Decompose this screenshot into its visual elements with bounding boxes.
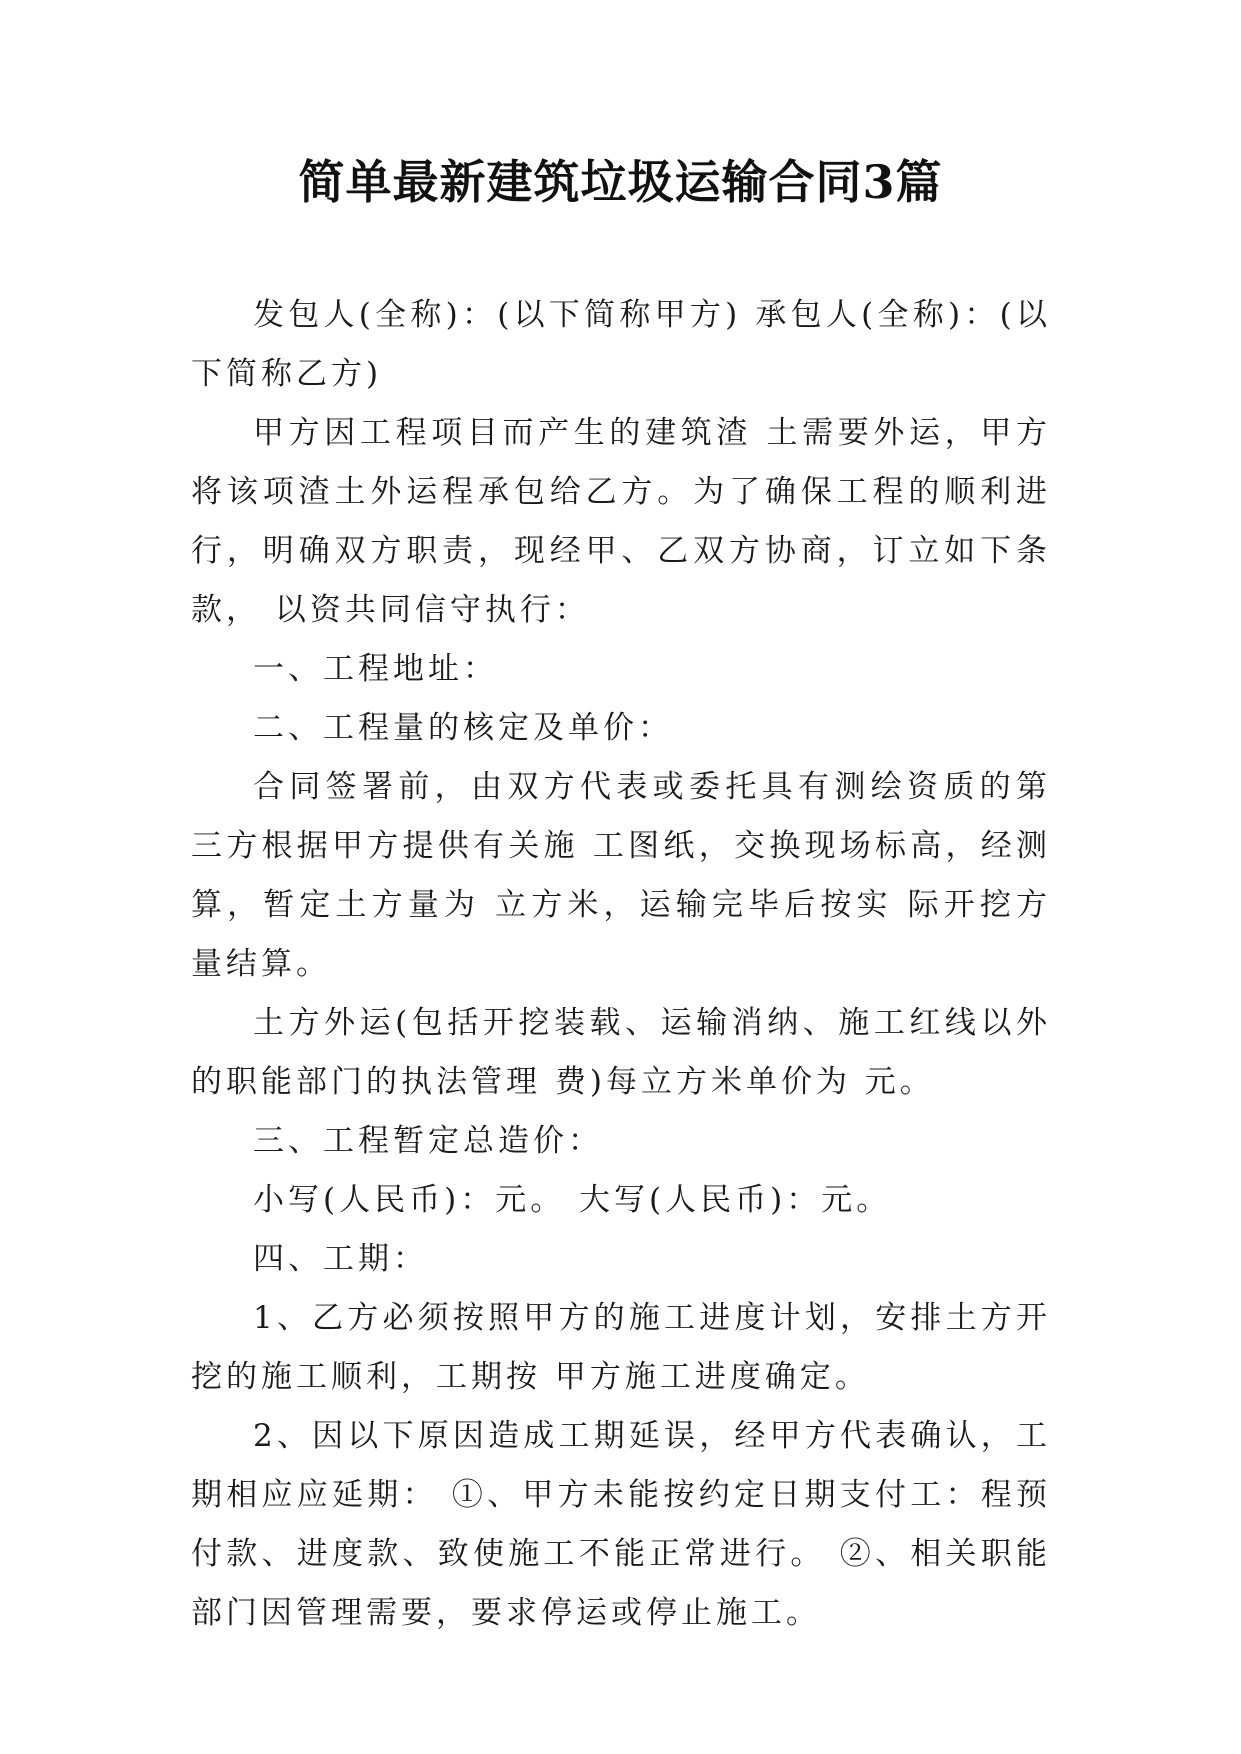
section-heading-quantity: 二、工程量的核定及单价：: [253, 710, 673, 746]
section-heading-total-price: 三、工程暂定总造价：: [253, 1123, 603, 1159]
paragraph-schedule-item-2: 2、因以下原因造成工期延误，经甲方代表确认，工期相应应延期： ①、甲方未能按约定日期支付工：程预付款、进度款、致使施工不能正常进行。 ②、相关职能部门因管理需要，要求停运或停止施工。: [191, 1418, 1051, 1631]
paragraph-parties: 发包人(全称)：(以下简称甲方) 承包人(全称)：(以下简称乙方): [191, 297, 1051, 392]
paragraph-schedule-item-1: 1、乙方必须按照甲方的施工进度计划，安排土方开挖的施工顺利，工期按 甲方施工进度确定。: [191, 1300, 1051, 1395]
paragraph-preamble: 甲方因工程项目而产生的建筑渣 土需要外运，甲方将该项渣土外运程承包给乙方。为了确保工程的顺利进行，明确双方职责，现经甲、乙双方协商，订立如下条款， 以资共同信守执行：: [191, 415, 1051, 628]
document-title: 简单最新建筑垃圾运输合同3篇: [298, 155, 943, 209]
section-heading-address: 一、工程地址：: [253, 651, 498, 687]
document-body: [191, 286, 1051, 1643]
section-heading-schedule: 四、工期：: [253, 1241, 428, 1277]
paragraph-unit-price: 土方外运(包括开挖装载、运输消纳、施工红线以外的职能部门的执法管理 费)每立方米单价为 元。: [191, 1005, 1051, 1100]
paragraph-total-price: 小写(人民币)：元。 大写(人民币)：元。: [253, 1182, 892, 1218]
paragraph-quantity-measure: 合同签署前，由双方代表或委托具有测绘资质的第三方根据甲方提供有关施 工图纸，交换现场标高，经测算，暂定土方量为 立方米，运输完毕后按实 际开挖方量结算。: [191, 769, 1051, 982]
